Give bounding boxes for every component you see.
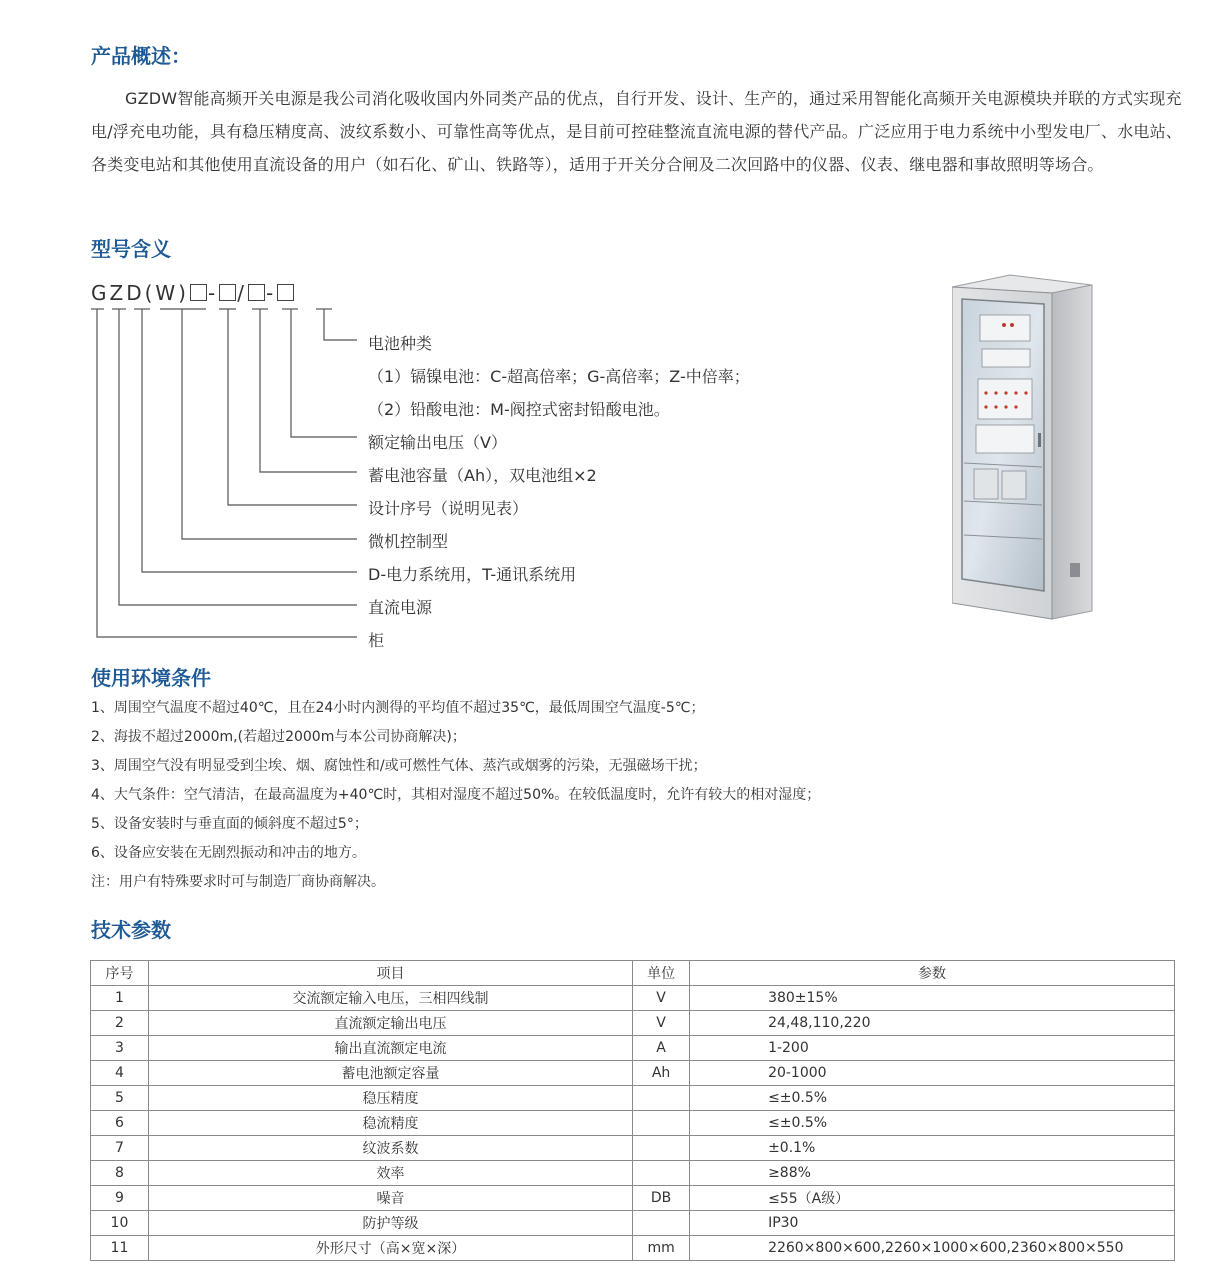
col-header-item: 项目 [148,961,632,986]
col-header-param: 参数 [690,961,1175,986]
cell-param: 20-1000 [690,1061,1175,1086]
cell-param: 2260×800×600,2260×1000×600,2360×800×550 [690,1236,1175,1261]
table-header-row [91,961,1175,986]
code-sep-1: - [207,281,219,305]
meaning-microcomputer: 微机控制型 [368,532,449,551]
table-row [91,1186,1175,1211]
cell-no: 2 [91,1011,149,1036]
meaning-capacity: 蓄电池容量（Ah），双电池组×2 [368,466,597,485]
cell-no: 9 [91,1186,149,1211]
table-row [91,1236,1175,1261]
env-title: 使用环境条件 [91,666,211,690]
cell-unit: V [633,986,690,1011]
table-row [91,986,1175,1011]
cell-unit [633,1136,690,1161]
env-item-4: 4、大气条件：空气清洁，在最高温度为+40℃时，其相对湿度不超过50%。在较低温度时，允许有较大的相对湿度； [91,787,821,803]
cell-item: 效率 [148,1161,632,1186]
cell-no: 1 [91,986,149,1011]
cell-item: 防护等级 [148,1211,632,1236]
cell-param: ±0.1% [690,1136,1175,1161]
cell-unit: A [633,1036,690,1061]
cell-no: 8 [91,1161,149,1186]
table-row [91,1036,1175,1061]
cell-param: ≤±0.5% [690,1111,1175,1136]
cell-item: 外形尺寸（高×宽×深） [148,1236,632,1261]
overview-text: GZDW智能高频开关电源是我公司消化吸收国内外同类产品的优点，自行开发、设计、生产的，通过采用智能化高频开关电源模块并联的方式实现充电/浮充电功能，具有稳压精度高、波纹系数小、可靠性高等优点，是目前可控硅整流直流电源的替代产品。广泛应用于电力系统中小型发电厂、水电站、各类变电站和其他使用直流设备的用户（如石化、矿山、铁路等），适用于开关分合闸及二次回路中的仪器、仪表、继电器和事故照明等场合。 [91,89,1182,174]
cell-unit: DB [633,1186,690,1211]
cell-no: 11 [91,1236,149,1261]
cell-param: ≤55（A级） [690,1186,1175,1211]
cell-param: 1-200 [690,1036,1175,1061]
cell-no: 7 [91,1136,149,1161]
cell-no: 5 [91,1086,149,1111]
cell-unit [633,1086,690,1111]
env-item-6: 6、设备应安装在无剧烈振动和冲击的地方。 [91,845,366,861]
meaning-design-no: 设计序号（说明见表） [368,499,529,518]
cell-param: IP30 [690,1211,1175,1236]
env-item-5: 5、设备安装时与垂直面的倾斜度不超过5°； [91,816,368,832]
col-header-no: 序号 [91,961,149,986]
code-sep-2: / [237,281,247,305]
cell-item: 纹波系数 [148,1136,632,1161]
env-item-2: 2、海拔不超过2000m,(若超过2000m与本公司协商解决)； [91,729,466,745]
cell-no: 6 [91,1111,149,1136]
tech-title: 技术参数 [91,918,171,942]
table-row [91,1136,1175,1161]
cell-no: 10 [91,1211,149,1236]
table-row [91,1061,1175,1086]
cell-unit: Ah [633,1061,690,1086]
cell-item: 直流额定输出电压 [148,1011,632,1036]
cell-param: 380±15% [690,986,1175,1011]
table-row [91,1211,1175,1236]
col-header-unit: 单位 [633,961,690,986]
meaning-nicd: （1）镉镍电池：C-超高倍率；G-高倍率；Z-中倍率； [368,367,750,386]
cell-unit: V [633,1011,690,1036]
tech-table [90,960,1175,1261]
cell-item: 交流额定输入电压，三相四线制 [148,986,632,1011]
cell-unit [633,1161,690,1186]
cell-unit [633,1111,690,1136]
cell-param: 24,48,110,220 [690,1011,1175,1036]
meaning-cabinet: 柜 [368,631,385,650]
cabinet-image [952,273,1098,623]
cell-item: 噪音 [148,1186,632,1211]
env-item-1: 1、周围空气温度不超过40℃，且在24小时内测得的平均值不超过35℃，最低周围空气温度-5℃； [91,700,705,716]
meaning-lead-acid: （2）铅酸电池：M-阀控式密封铅酸电池。 [368,400,670,419]
meaning-output-voltage: 额定输出电压（V） [368,433,507,452]
cell-unit [633,1211,690,1236]
meaning-system: D-电力系统用，T-通讯系统用 [368,565,577,584]
cell-param: ≥88% [690,1161,1175,1186]
cell-item: 输出直流额定电流 [148,1036,632,1061]
env-note: 注：用户有特殊要求时可与制造厂商协商解决。 [91,874,385,890]
code-sep-3: - [265,281,277,305]
table-row [91,1086,1175,1111]
env-item-3: 3、周围空气没有明显受到尘埃、烟、腐蚀性和/或可燃性气体、蒸汽或烟雾的污染，无强磁场干扰； [91,758,707,774]
table-row [91,1111,1175,1136]
table-row [91,1011,1175,1036]
meaning-dc: 直流电源 [368,598,433,617]
overview-title: 产品概述： [91,44,191,68]
meaning-battery-type: 电池种类 [368,334,433,353]
model-title: 型号含义 [91,237,171,261]
cell-item: 稳压精度 [148,1086,632,1111]
table-row [91,1161,1175,1186]
cell-no: 3 [91,1036,149,1061]
cell-unit: mm [633,1236,690,1261]
cell-item: 蓄电池额定容量 [148,1061,632,1086]
cell-item: 稳流精度 [148,1111,632,1136]
cell-param: ≤±0.5% [690,1086,1175,1111]
model-code-prefix: GZD(W) [91,281,189,305]
cell-no: 4 [91,1061,149,1086]
